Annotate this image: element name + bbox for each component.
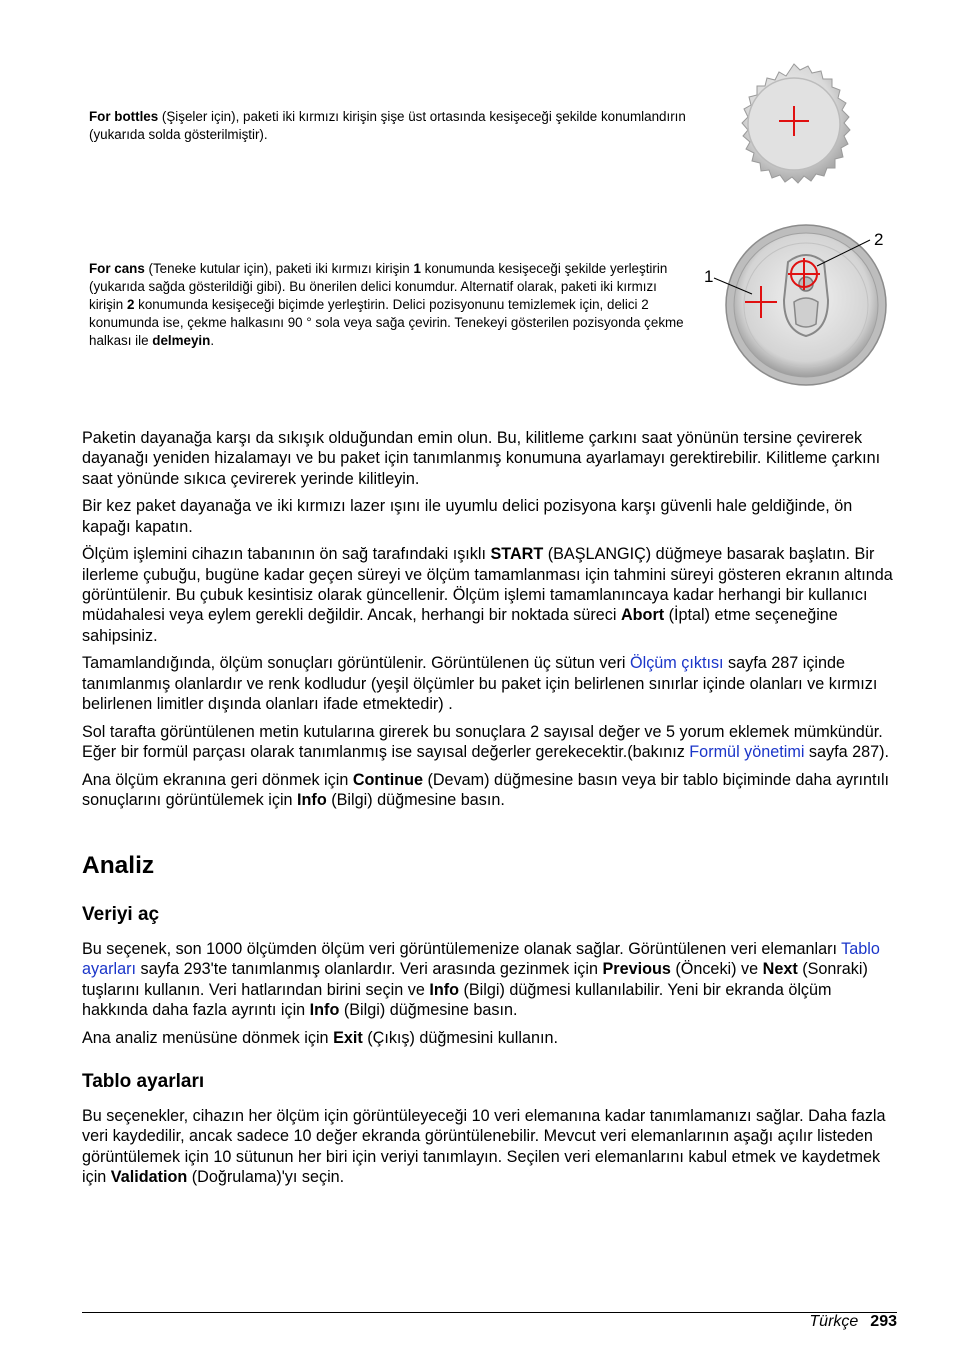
previous-term: Previous: [602, 960, 671, 979]
paragraph-4: Tamamlandığında, ölçüm sonuçları görüntülenir. Görüntülenen üç sütun veri Ölçüm çıktısı sayfa 287 içinde tanımlanmış olanlardır ve renk kodludur (yeşil ölçümler bu paket için belirlenen sınırlar içinde olanları ve kırmızı belirlenen limitler dışında olanları ifade etmektedir) .: [82, 654, 878, 714]
paragraph-1: Paketin dayanağa karşı da sıkışık olduğundan emin olun. Bu, kilitleme çarkını saat yönünün tersine çevirerek dayanağı yeniden hizalamayı ve bu paket için tanımlanmış konumuna ayarlamayı gerektirebilir. Kilitleme çarkını saat yönünde sıkıca çevirerek yerinde kilitleyin.: [82, 429, 881, 488]
cans-note: [89, 260, 689, 350]
cans-position-1: 1: [413, 261, 421, 276]
footer-rule: [82, 1312, 897, 1313]
tablo-ayarlari-link[interactable]: Tablo ayarları: [82, 940, 880, 979]
veriyi-ac-paragraph-1: Bu seçenek, son 1000 ölçümden ölçüm veri görüntülemenize olanak sağlar. Görüntülenen veri elemanları Tablo ayarları sayfa 293'te tanımlanmış olanlardır. Veri arasında gezinmek için Previous (Önceki) ve Next (Sonraki) tuşlarını kullanın. Veri hatlarından birini seçin ve Info (Bilgi) düğmesi kullanılabilir. Yeni bir ekranda ölçüm hakkında daha fazla ayrıntı için Info (Bilgi) düğmesine basın.: [82, 940, 880, 1019]
info-term-2: Info: [429, 980, 459, 999]
start-term: START: [490, 545, 544, 564]
tablo-ayarlari-paragraph: Bu seçenekler, cihazın her ölçüm için görüntüleyeceği 10 veri elemanına kadar tanımlamanızı sağlar. Daha fazla veri kaydedilir, ancak sadece 10 değer ekranda görüntülenebilir. Mevcut veri elemanlarının aşağı açılır listeden görüntülemek için 10 sütunun her biri için veriyi tanımlayın. Seçilen veri elemanlarını kabul etmek ve kaydetmek için Validation (Doğrulama)'yı seçin.: [82, 1107, 886, 1186]
bottle-cap-shape: [742, 64, 850, 183]
exit-term: Exit: [333, 1028, 363, 1047]
bottle-cap-image: [730, 62, 858, 190]
veriyi-ac-section: [82, 939, 900, 1048]
abort-term: Abort: [620, 606, 665, 625]
paragraph-3: Ölçüm işlemini cihazın tabanının ön sağ tarafındaki ışıklı START (BAŞLANGIÇ) düğmeye basarak başlatın. Bir ilerleme çubuğu, bugüne kadar geçen süreyi ve ölçüm tamamlanması için tahmini süreyi gösteren ekranın altında görüntülenir. Bu çubuk kesintisiz olarak güncellenir. Ölçüm işlemi tamamlanıncaya kadar herhangi bir kullanıcı müdahalesi veya eylem gerekli değildir. Ancak, herhangi bir noktada süreci Abort (İptal) etme seçeneğine sahipsiniz.: [82, 545, 893, 645]
bottles-note: [89, 108, 701, 144]
info-term: Info: [297, 791, 327, 810]
tablo-ayarlari-heading: Tablo ayarları: [82, 1071, 205, 1092]
cans-text-1: (Teneke kutular için), paketi iki kırmızı kirişin: [144, 261, 414, 276]
paragraph-2: Bir kez paket dayanağa ve iki kırmızı lazer ışını ile uyumlu delici pozisyona karşı güvenli hale geldiğinde, ön kapağı kapatın.: [82, 497, 853, 536]
page-number: 293: [870, 1313, 897, 1330]
can-lid-image: [700, 222, 896, 388]
can-label-2: 2: [874, 230, 884, 249]
validation-term: Validation: [110, 1167, 188, 1186]
olcum-ciktisi-link[interactable]: Ölçüm çıktısı: [630, 654, 724, 673]
tablo-ayarlari-section: [82, 1106, 900, 1187]
cans-text-2: konumunda kesişeceği şekilde yerleştirin (yukarıda sağda gösterildiği gibi). Bu önerilen delici konumdur. Alternatif olarak, paketi iki kırmızı kirişin: [89, 261, 668, 312]
bottles-lead: For bottles: [89, 109, 159, 124]
can-label-1: 1: [704, 267, 714, 286]
page-footer: [809, 1313, 897, 1331]
veriyi-ac-paragraph-2: Ana analiz menüsüne dönmek için Exit (Çıkış) düğmesini kullanın.: [82, 1028, 558, 1047]
cans-text-4: .: [210, 333, 215, 348]
footer-language: Türkçe: [809, 1313, 859, 1330]
paragraph-5: Sol tarafta görüntülenen metin kutularına girerek bu sonuçlara 2 sayısal değer ve 5 yorum eklemek mümkündür. Eğer bir formül parçası olarak tanımlanmış ise sayısal değerler gerekecektir.(bakınız Formül yönetimi sayfa 287).: [82, 722, 890, 762]
analiz-heading: Analiz: [82, 852, 155, 879]
continue-term: Continue: [352, 770, 423, 789]
cans-warning: delmeyin: [152, 333, 211, 348]
cans-lead: For cans: [89, 261, 145, 276]
formul-yonetimi-link[interactable]: Formül yönetimi: [689, 743, 805, 762]
cans-position-2: 2: [126, 297, 135, 312]
next-term: Next: [762, 960, 798, 979]
body-section: [82, 428, 900, 811]
info-term-3: Info: [309, 1000, 340, 1019]
veriyi-ac-heading: Veriyi aç: [82, 904, 160, 925]
can-lid-shape: [726, 225, 886, 385]
cans-text-3: konumunda kesişeceği biçimde yerleştirin. Delici pozisyonunu temizlemek için, delici 2 konumunda ise, çekme halkasını 90 ° sola veya sağa çevirin. Tenekeyi gösterilen pozisyonda çekme halkası ile: [89, 297, 684, 348]
paragraph-6: Ana ölçüm ekranına geri dönmek için Continue (Devam) düğmesine basın veya bir tablo biçiminde daha ayrıntılı sonuçlarını görüntülemek için Info (Bilgi) düğmesine basın.: [82, 770, 890, 810]
bottles-text: (Şişeler için), paketi iki kırmızı kirişin şişe üst ortasında kesişeceği şekilde konumlandırın (yukarıda solda gösterilmiştir).: [89, 109, 686, 142]
